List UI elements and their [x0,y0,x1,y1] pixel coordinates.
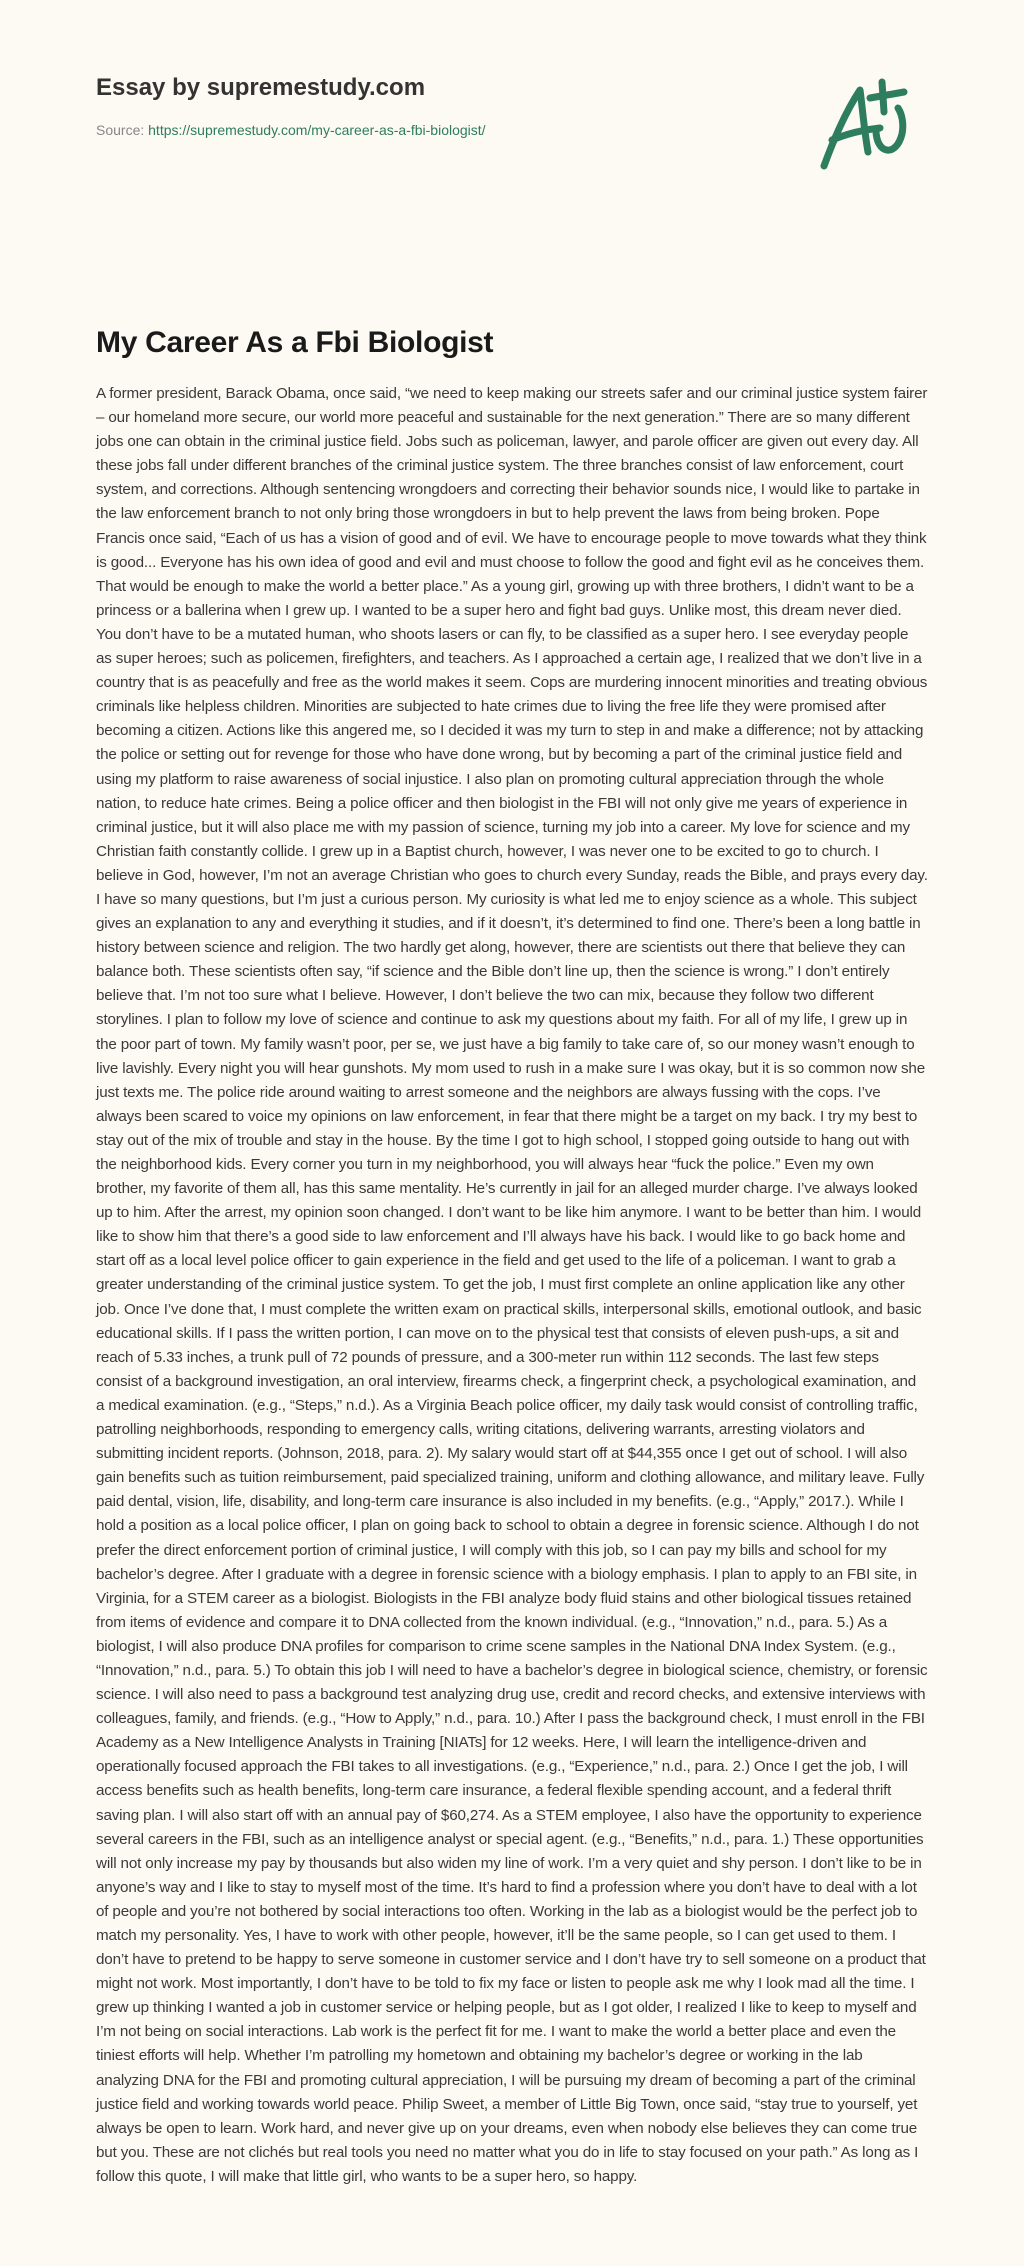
essay-title: My Career As a Fbi Biologist [96,326,494,359]
source-line [96,122,928,138]
essay-body: A former president, Barack Obama, once said, “we need to keep making our streets safer and our criminal justice system fairer – our homeland more secure, our world more peaceful and sustainable for the next generation.” There are so many different jobs one can obtain in the criminal justice field. Jobs such as policeman, lawyer, and parole officer are given out every day. All these jobs fall under different branches of the criminal justice system. The three branches consist of law enforcement, court system, and corrections. Although sentencing wrongdoers and correcting their behavior sounds nice, I would like to partake in the law enforcement branch to not only bring those wrongdoers in but to help prevent the laws from being broken. Pope Francis once said, “Each of us has a vision of good and of evil. We have to encourage people to move towards what they think is good... Everyone has his own idea of good and evil and must choose to follow the good and fight evil as he conceives them. That would be enough to make the world a better place.” As a young girl, growing up with three brothers, I didn’t want to be a princess or a ballerina when I grew up. I wanted to be a super hero and fight bad guys. Unlike most, this dream never died. You don’t have to be a mutated human, who shoots lasers or can fly, to be classified as a super hero. I see everyday people as super heroes; such as policemen, firefighters, and teachers. As I approached a certain age, I realized that we don’t live in a country that is as peacefully and free as the world makes it seem. Cops are murdering innocent minorities and treating obvious criminals like helpless children. Minorities are subjected to hate crimes due to living the free life they were promised after becoming a citizen. Actions like this angered me, so I decided it was my turn to step in and make a difference; not by attacking the police or setting out for revenge for those who have done wrong, but by becoming a part of the criminal justice field and using my platform to raise awareness of social injustice. I also plan on promoting cultural appreciation through the whole nation, to reduce hate crimes. Being a police officer and then biologist in the FBI will not only give me years of experience in criminal justice, but it will also place me with my passion of science, turning my job into a career. My love for science and my Christian faith constantly collide. I grew up in a Baptist church, however, I was never one to be excited to go to church. I believe in God, however, I’m not an average Christian who goes to church every Sunday, reads the Bible, and prays every day. I have so many questions, but I’m just a curious person. My curiosity is what led me to enjoy science as a whole. This subject gives an explanation to any and everything it studies, and if it doesn’t, it’s determined to find one. There’s been a long battle in history between science and religion. The two hardly get along, however, there are scientists out there that believe they can balance both. These scientists often say, “if science and the Bible don’t line up, then the science is wrong.” I don’t entirely believe that. I’m not too sure what I believe. However, I don’t believe the two can mix, because they follow two different storylines. I plan to follow my love of science and continue to ask my questions about my faith. For all of my life, I grew up in the poor part of town. My family wasn’t poor, per se, we just have a big family to take care of, so our money wasn’t enough to live lavishly. Every night you will hear gunshots. My mom used to rush in a make sure I was okay, but it is so common now she just texts me. The police ride around waiting to arrest someone and the neighbors are always fussing with the cops. I’ve always been scared to voice my opinions on law enforcement, in fear that there might be a target on my back. I try my best to stay out of the mix of trouble and stay in the house. By the time I got to high school, I stopped going outside to hang out with the neighborhood kids. Every corner you turn in my neighborhood, you will always hear “fuck the police.” Even my own brother, my favorite of them all, has this same mentality. He’s currently in jail for an alleged murder charge. I’ve always looked up to him. After the arrest, my opinion soon changed. I don’t want to be like him anymore. I want to be better than him. I would like to show him that there’s a good side to law enforcement and I’ll always have his back. I would like to go back home and start off as a local level police officer to gain experience in the field and get used to the life of a policeman. I want to grab a greater understanding of the criminal justice system. To get the job, I must first complete an online application like any other job. Once I’ve done that, I must complete the written exam on practical skills, interpersonal skills, emotional outlook, and basic educational skills. If I pass the written portion, I can move on to the physical test that consists of eleven push-ups, a sit and reach of 5.33 inches, a trunk pull of 72 pounds of pressure, and a 300-meter run within 112 seconds. The last few steps consist of a background investigation, an oral interview, firearms check, a fingerprint check, a psychological examination, and a medical examination. (e.g., “Steps,” n.d.). As a Virginia Beach police officer, my daily task would consist of controlling traffic, patrolling neighborhoods, responding to emergency calls, writing citations, delivering warrants, arresting violators and submitting incident reports. (Johnson, 2018, para. 2). My salary would start off at $44,355 once I get out of school. I will also gain benefits such as tuition reimbursement, paid specialized training, uniform and clothing allowance, and military leave. Fully paid dental, vision, life, disability, and long-term care insurance is also included in my benefits. (e.g., “Apply,” 2017.). While I hold a position as a local police officer, I plan on going back to school to obtain a degree in forensic science. Although I do not prefer the direct enforcement portion of criminal justice, I will comply with this job, so I can pay my bills and school for my bachelor’s degree. After I graduate with a degree in forensic science with a biology emphasis. I plan to apply to an FBI site, in Virginia, for a STEM career as a biologist. Biologists in the FBI analyze body fluid stains and other biological tissues retained from items of evidence and compare it to DNA collected from the known individual. (e.g., “Innovation,” n.d., para. 5.) As a biologist, I will also produce DNA profiles for comparison to crime scene samples in the National DNA Index System. (e.g., “Innovation,” n.d., para. 5.) To obtain this job I will need to have a bachelor’s degree in biological science, chemistry, or forensic science. I will also need to pass a background test analyzing drug use, credit and record checks, and extensive interviews with colleagues, family, and friends. (e.g., “How to Apply,” n.d., para. 10.) After I pass the background check, I must enroll in the FBI Academy as a New Intelligence Analysts in Training [NIATs] for 12 weeks. Here, I will learn the intelligence-driven and operationally focused approach the FBI takes to all investigations. (e.g., “Experience,” n.d., para. 2.) Once I get the job, I will access benefits such as health benefits, long-term care insurance, a federal flexible spending account, and a federal thrift saving plan. I will also start off with an annual pay of $60,274. As a STEM employee, I also have the opportunity to experience several careers in the FBI, such as an intelligence analyst or special agent. (e.g., “Benefits,” n.d., para. 1.) These opportunities will not only increase my pay by thousands but also widen my line of work. I’m a very quiet and shy person. I don’t like to be in anyone’s way and I like to stay to myself most of the time. It’s hard to find a profession where you don’t have to deal with a lot of people and you’re not bothered by social interactions too often. Working in the lab as a biologist would be the perfect job to match my personality. Yes, I have to work with other people, however, it’ll be the same people, so I can get used to them. I don’t have to pretend to be happy to serve someone in customer service and I don’t have try to sell someone on a product that might not work. Most importantly, I don’t have to be told to fix my face or listen to people ask me why I look mad all the time. I grew up thinking I wanted a job in customer service or helping people, but as I got older, I realized I like to keep to myself and I’m not being on social interactions. Lab work is the perfect fit for me. I want to make the world a better place and even the tiniest efforts will help. Whether I’m patrolling my hometown and obtaining my bachelor’s degree or working in the lab analyzing DNA for the FBI and promoting cultural appreciation, I will be pursuing my dream of becoming a part of the criminal justice field and working towards world peace. Philip Sweet, a member of Little Big Town, once said, “stay true to yourself, yet always be open to learn. Work hard, and never give up on your dreams, even when nobody else believes they can come true but you. These are not clichés but real tools you need no matter what you do in life to stay focused on your path.” As long as I follow this quote, I will make that little girl, who wants to be a super hero, so happy. [96,385,928,2185]
a-plus-grade-icon [810,74,920,174]
site-title: Essay by supremestudy.com [96,74,426,101]
page-header [96,74,928,194]
source-link[interactable]: https://supremestudy.com/my-career-as-a-fbi-biologist/ [148,122,486,138]
source-label: Source: [96,122,145,138]
